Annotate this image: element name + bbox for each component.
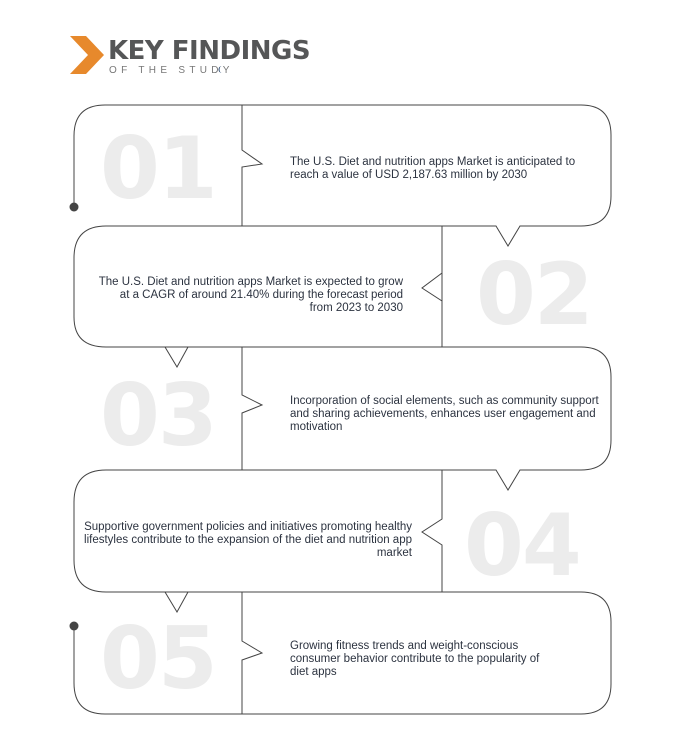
step-number: 02 (476, 245, 592, 345)
finding-text: The U.S. Diet and nutrition apps Market is expected to grow at a CAGR of around 21.40% during the forecast period from 2023 to 2030 (98, 276, 403, 314)
finding-text: The U.S. Diet and nutrition apps Market is anticipated to reach a value of USD 2,187.63 million by 2030 (290, 156, 576, 181)
step-number: 03 (100, 366, 216, 466)
step-number: 04 (464, 496, 580, 596)
connector-dot (70, 622, 79, 631)
finding-text: Growing fitness trends and weight-conscious consumer behavior contribute to the popularity of diet apps (290, 640, 540, 678)
step-number: 05 (100, 609, 216, 709)
page-title: KEY FINDINGS (108, 36, 311, 66)
step-number: 01 (100, 119, 216, 219)
chevron-logo-icon (70, 36, 104, 74)
page-subtitle: OF THE STUDY (109, 65, 234, 76)
connector-dot (70, 203, 79, 212)
finding-text: Supportive government policies and initiatives promoting healthy lifestyles contribute to the expansion of the diet and nutrition app market (84, 521, 412, 559)
finding-text: Incorporation of social elements, such as community support and sharing achievements, enhances user engagement and motivation (290, 395, 599, 433)
